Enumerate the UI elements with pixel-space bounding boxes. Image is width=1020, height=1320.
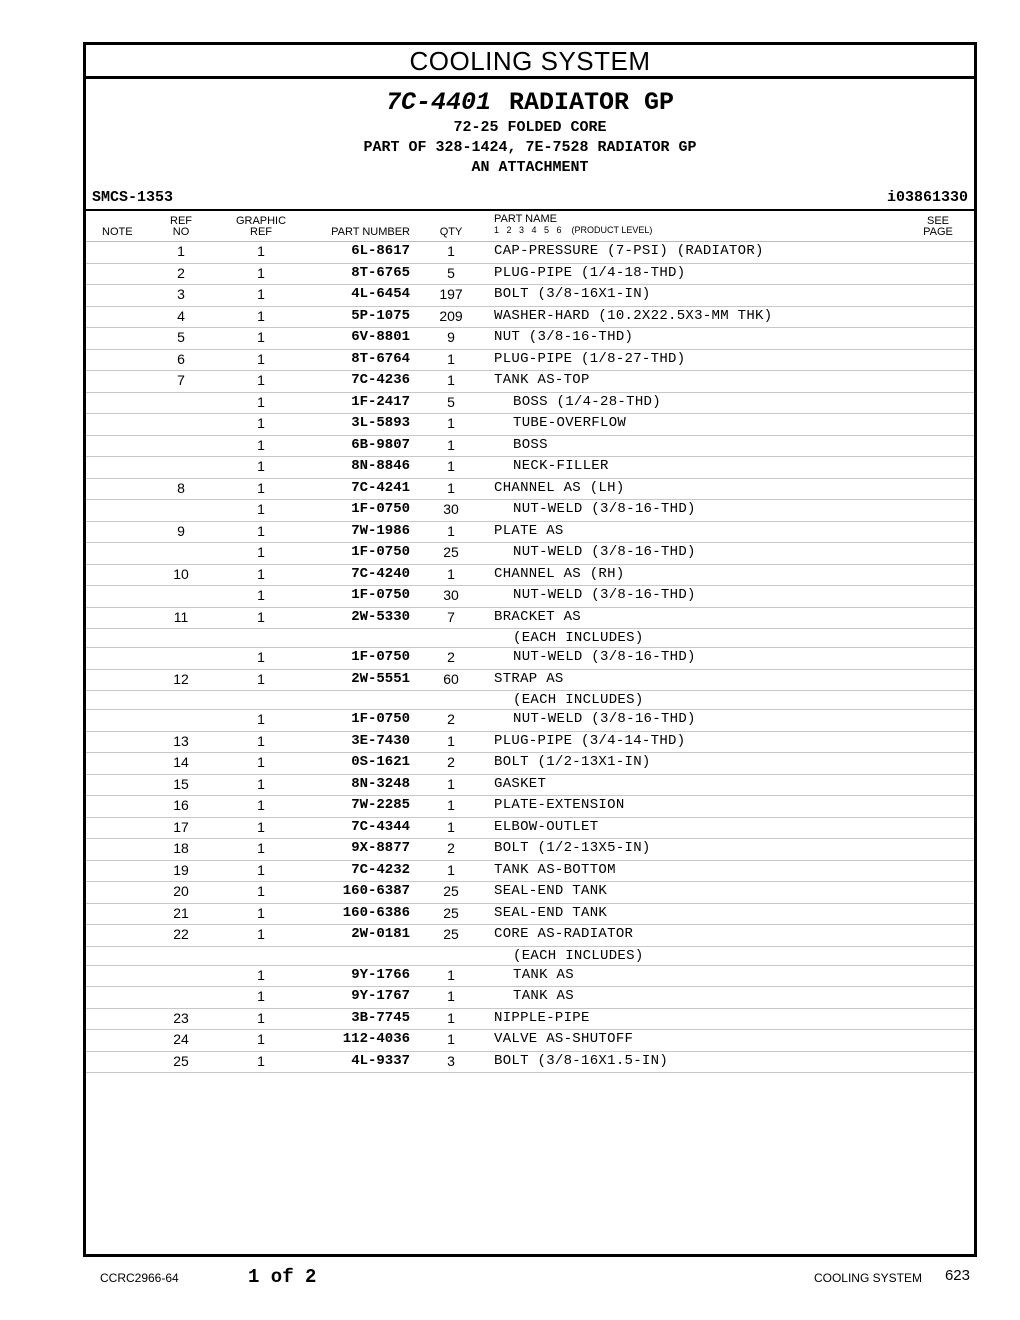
col-product-levels: 1 2 3 4 5 6 (PRODUCT LEVEL): [494, 225, 653, 235]
part-name: TANK AS-TOP: [494, 372, 590, 388]
table-row: [86, 393, 974, 415]
part-name: (EACH INCLUDES): [513, 630, 644, 646]
quantity: 209: [439, 307, 463, 324]
part-number: 7C-4241: [351, 479, 410, 496]
section-title: COOLING SYSTEM: [86, 45, 974, 79]
part-name: BOLT (3/8-16X1.5-IN): [494, 1052, 669, 1069]
quantity: 1: [447, 1031, 455, 1047]
part-number: 160-6387: [342, 883, 410, 899]
quantity: 3: [447, 1052, 455, 1069]
footer-section: COOLING SYSTEM: [813, 1271, 922, 1285]
part-number: 8T-6764: [351, 350, 410, 367]
part-number: 1F-0750: [351, 649, 410, 665]
part-number: 3B-7745: [351, 1009, 410, 1026]
part-name: NUT (3/8-16-THD): [494, 329, 634, 345]
graphic-ref: 1: [257, 711, 265, 727]
table-row: [86, 264, 974, 286]
graphic-ref: 1: [257, 797, 265, 813]
table-row: [86, 629, 974, 648]
quantity: 1: [447, 966, 455, 983]
ref-no: 7: [177, 372, 185, 388]
part-name: BOSS: [513, 436, 548, 453]
graphic-ref: 1: [257, 286, 265, 302]
subtitle-line-2: PART OF 328-1424, 7E-7528 RADIATOR GP: [363, 139, 697, 156]
part-number: 2W-5330: [351, 608, 410, 625]
quantity: 1: [447, 861, 455, 878]
ref-no: 13: [173, 732, 189, 749]
quantity: 25: [443, 544, 459, 560]
part-number: 1F-0750: [351, 587, 410, 603]
quantity: 1: [447, 372, 455, 388]
quantity: 7: [447, 608, 455, 625]
quantity: 1: [447, 415, 455, 431]
ref-no: 2: [177, 264, 185, 281]
ref-no: 9: [177, 522, 185, 539]
part-name: BOLT (3/8-16X1-IN): [494, 286, 651, 302]
part-name: NUT-WELD (3/8-16-THD): [513, 587, 696, 603]
quantity: 197: [439, 286, 463, 302]
part-name: BOSS (1/4-28-THD): [513, 393, 661, 410]
part-number: 6B-9807: [351, 436, 410, 453]
graphic-ref: 1: [257, 1009, 265, 1026]
graphic-ref: 1: [257, 861, 265, 878]
ref-no: 5: [177, 329, 185, 345]
graphic-ref: 1: [257, 587, 265, 603]
quantity: 30: [443, 587, 459, 603]
ref-no: 1: [177, 243, 185, 259]
part-number: 8N-3248: [351, 775, 410, 792]
part-number: 7C-4236: [351, 372, 410, 388]
part-number: 1F-0750: [351, 711, 410, 727]
part-name: NUT-WELD (3/8-16-THD): [513, 544, 696, 560]
quantity: 1: [447, 458, 455, 474]
part-number: 1F-2417: [351, 393, 410, 410]
table-row: [86, 1009, 974, 1031]
quantity: 1: [447, 565, 455, 582]
part-number: 3L-5893: [351, 415, 410, 431]
part-number: 9X-8877: [351, 840, 410, 856]
quantity: 1: [447, 797, 455, 813]
quantity: 1: [447, 818, 455, 835]
footer-page-number: 623: [944, 1267, 970, 1284]
part-name: TUBE-OVERFLOW: [513, 415, 627, 431]
table-row: [86, 586, 974, 608]
table-row: [86, 522, 974, 544]
footer-page-of: 1 of 2: [248, 1266, 317, 1288]
part-name: SEAL-END TANK: [494, 904, 608, 921]
graphic-ref: 1: [257, 1031, 265, 1047]
quantity: 25: [443, 926, 459, 942]
part-name: CHANNEL AS (RH): [494, 565, 625, 582]
table-row: [86, 818, 974, 840]
graphic-ref: 1: [257, 608, 265, 625]
graphic-ref: 1: [257, 565, 265, 582]
graphic-ref: 1: [257, 544, 265, 560]
ref-no: 14: [173, 754, 189, 770]
col-see-bottom: PAGE: [923, 226, 953, 238]
part-name: TANK AS-BOTTOM: [494, 861, 616, 878]
part-name: PLUG-PIPE (3/4-14-THD): [494, 732, 686, 749]
col-qty: QTY: [439, 226, 463, 238]
table-row: [86, 371, 974, 393]
graphic-ref: 1: [257, 307, 265, 324]
subtitle-line-3: AN ATTACHMENT: [471, 159, 589, 176]
part-name: VALVE AS-SHUTOFF: [494, 1031, 634, 1047]
ref-no: 16: [173, 797, 189, 813]
part-name: STRAP AS: [494, 670, 564, 687]
table-row: [86, 861, 974, 883]
part-number: 7W-2285: [351, 797, 410, 813]
graphic-ref: 1: [257, 754, 265, 770]
table-row: [86, 710, 974, 732]
part-number: 7C-4344: [351, 818, 410, 835]
part-name: NUT-WELD (3/8-16-THD): [513, 711, 696, 727]
quantity: 9: [447, 329, 455, 345]
graphic-ref: 1: [257, 522, 265, 539]
part-name: PLUG-PIPE (1/4-18-THD): [494, 264, 686, 281]
quantity: 1: [447, 522, 455, 539]
table-row: [86, 987, 974, 1009]
ref-no: 24: [173, 1031, 189, 1047]
table-row: [86, 328, 974, 350]
column-header: [86, 209, 974, 242]
ref-no: 11: [173, 608, 189, 625]
quantity: 2: [447, 711, 455, 727]
quantity: 25: [443, 883, 459, 899]
part-number: 7W-1986: [351, 522, 410, 539]
quantity: 30: [443, 501, 459, 517]
part-number: 6V-8801: [351, 329, 410, 345]
ref-no: 23: [173, 1009, 189, 1026]
part-name: BRACKET AS: [494, 608, 582, 625]
graphic-ref: 1: [257, 670, 265, 687]
quantity: 1: [447, 350, 455, 367]
ref-no: 15: [173, 775, 189, 792]
quantity: 1: [447, 243, 455, 259]
smcs-row: [86, 187, 974, 209]
part-number: 5P-1075: [351, 307, 410, 324]
graphic-ref: 1: [257, 775, 265, 792]
table-row: [86, 500, 974, 522]
graphic-ref: 1: [257, 415, 265, 431]
graphic-ref: 1: [257, 436, 265, 453]
part-number: 6L-8617: [351, 243, 410, 259]
ref-no: 6: [177, 350, 185, 367]
part-number: 2W-0181: [351, 926, 410, 942]
part-name: SEAL-END TANK: [494, 883, 608, 899]
col-note: NOTE: [102, 226, 133, 238]
ref-no: 19: [173, 861, 189, 878]
quantity: 1: [447, 775, 455, 792]
part-number: 0S-1621: [351, 754, 410, 770]
graphic-ref: 1: [257, 904, 265, 921]
col-see-top: SEE: [926, 215, 949, 227]
table-row: [86, 285, 974, 307]
part-name: PLATE-EXTENSION: [494, 797, 625, 813]
col-graphic-top: GRAPHIC: [235, 215, 287, 227]
table-row: [86, 648, 974, 670]
col-ref-bottom: NO: [172, 226, 190, 238]
table-row: [86, 947, 974, 966]
ref-no: 3: [177, 286, 185, 302]
part-name: BOLT (1/2-13X1-IN): [494, 754, 651, 770]
part-name: CHANNEL AS (LH): [494, 479, 625, 496]
table-row: [86, 775, 974, 797]
table-row: [86, 350, 974, 372]
quantity: 1: [447, 732, 455, 749]
graphic-ref: 1: [257, 501, 265, 517]
part-name: TANK AS: [513, 966, 574, 983]
part-name: PLATE AS: [494, 522, 564, 539]
table-row: [86, 436, 974, 458]
table-row: [86, 882, 974, 904]
part-name: BOLT (1/2-13X5-IN): [494, 840, 651, 856]
group-title: [86, 88, 974, 118]
table-row: [86, 670, 974, 692]
ref-no: 17: [173, 818, 189, 835]
table-row: [86, 457, 974, 479]
part-number: 1F-0750: [351, 544, 410, 560]
quantity: 5: [447, 264, 455, 281]
graphic-ref: 1: [257, 350, 265, 367]
col-ref-top: REF: [170, 215, 192, 227]
document-id: i03861330: [886, 189, 968, 206]
part-name: NUT-WELD (3/8-16-THD): [513, 649, 696, 665]
part-number: 1F-0750: [351, 501, 410, 517]
table-row: [86, 796, 974, 818]
part-name: TANK AS: [513, 988, 574, 1004]
graphic-ref: 1: [257, 966, 265, 983]
table-row: [86, 414, 974, 436]
graphic-ref: 1: [257, 458, 265, 474]
part-number: 8T-6765: [351, 264, 410, 281]
table-row: [86, 1030, 974, 1052]
graphic-ref: 1: [257, 264, 265, 281]
part-name: CORE AS-RADIATOR: [494, 926, 634, 942]
ref-no: 10: [173, 565, 189, 582]
part-number: 2W-5551: [351, 670, 410, 687]
ref-no: 18: [173, 840, 189, 856]
graphic-ref: 1: [257, 393, 265, 410]
part-number: 8N-8846: [351, 458, 410, 474]
part-name: WASHER-HARD (10.2X22.5X3-MM THK): [494, 307, 773, 324]
quantity: 1: [447, 436, 455, 453]
ref-no: 21: [173, 904, 189, 921]
table-row: [86, 753, 974, 775]
quantity: 1: [447, 479, 455, 496]
quantity: 2: [447, 754, 455, 770]
part-name: NUT-WELD (3/8-16-THD): [513, 501, 696, 517]
group-name: RADIATOR GP: [509, 88, 675, 117]
graphic-ref: 1: [257, 1052, 265, 1069]
graphic-ref: 1: [257, 649, 265, 665]
group-part-number: 7C-4401: [385, 88, 491, 117]
subtitle-line-1: 72-25 FOLDED CORE: [453, 119, 607, 136]
table-row: [86, 839, 974, 861]
ref-no: 4: [177, 307, 185, 324]
part-number: 7C-4232: [351, 861, 410, 878]
part-number: 7C-4240: [351, 565, 410, 582]
ref-no: 8: [177, 479, 185, 496]
quantity: 60: [443, 670, 459, 687]
table-row: [86, 479, 974, 501]
ref-no: 12: [173, 670, 189, 687]
part-number: 3E-7430: [351, 732, 410, 749]
part-number: 160-6386: [342, 904, 410, 921]
page-frame: [83, 42, 977, 1257]
quantity: 1: [447, 988, 455, 1004]
table-row: [86, 242, 974, 264]
graphic-ref: 1: [257, 840, 265, 856]
part-name: PLUG-PIPE (1/8-27-THD): [494, 350, 686, 367]
ref-no: 22: [173, 926, 189, 942]
table-row: [86, 543, 974, 565]
part-name: GASKET: [494, 775, 547, 792]
col-graphic-bottom: REF: [250, 226, 272, 238]
graphic-ref: 1: [257, 329, 265, 345]
part-name: NIPPLE-PIPE: [494, 1009, 590, 1026]
graphic-ref: 1: [257, 732, 265, 749]
graphic-ref: 1: [257, 883, 265, 899]
graphic-ref: 1: [257, 818, 265, 835]
table-row: [86, 1052, 974, 1074]
part-name: NECK-FILLER: [513, 458, 609, 474]
parts-list: [86, 242, 974, 1073]
table-row: [86, 732, 974, 754]
quantity: 2: [447, 840, 455, 856]
table-row: [86, 691, 974, 710]
page-footer: [0, 1266, 1020, 1290]
part-number: 9Y-1766: [351, 966, 410, 983]
ref-no: 20: [173, 883, 189, 899]
part-number: 4L-9337: [351, 1052, 410, 1069]
ref-no: 25: [173, 1052, 189, 1069]
graphic-ref: 1: [257, 479, 265, 496]
footer-code: CCRC2966-64: [100, 1271, 179, 1285]
graphic-ref: 1: [257, 988, 265, 1004]
table-row: [86, 307, 974, 329]
part-name: CAP-PRESSURE (7-PSI) (RADIATOR): [494, 243, 764, 259]
table-row: [86, 608, 974, 630]
smcs-code: SMCS-1353: [92, 189, 174, 206]
graphic-ref: 1: [257, 372, 265, 388]
table-row: [86, 565, 974, 587]
col-part-name: PART NAME: [494, 213, 557, 225]
part-name: ELBOW-OUTLET: [494, 818, 599, 835]
part-number: 4L-6454: [351, 286, 410, 302]
table-row: [86, 904, 974, 926]
graphic-ref: 1: [257, 243, 265, 259]
quantity: 5: [447, 393, 455, 410]
part-number: 9Y-1767: [351, 988, 410, 1004]
table-row: [86, 925, 974, 947]
part-name: (EACH INCLUDES): [513, 947, 644, 964]
col-part-number: PART NUMBER: [331, 226, 410, 238]
quantity: 2: [447, 649, 455, 665]
part-name: (EACH INCLUDES): [513, 692, 644, 708]
quantity: 25: [443, 904, 459, 921]
quantity: 1: [447, 1009, 455, 1026]
table-row: [86, 966, 974, 988]
part-number: 112-4036: [342, 1031, 410, 1047]
graphic-ref: 1: [257, 926, 265, 942]
